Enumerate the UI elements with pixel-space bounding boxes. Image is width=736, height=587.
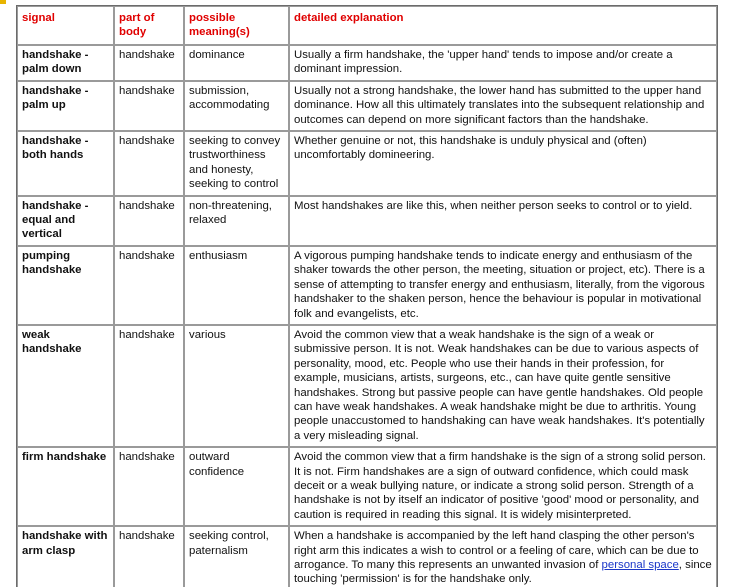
- corner-mark: [0, 0, 6, 4]
- explanation-cell: Avoid the common view that a weak handshake is the sign of a weak or submissive person. It is not. Weak handshakes can be due to various aspects of personality, mood, etc. People who use their hands in their profession, for example, musicians, artists, surgeons, etc., can have quite gentle sensitive handshakes. Strong but passive people can have gentle handshakes. Old people can have weak handshakes. A weak handshake might be due to arthritis. Young people unaccustomed to handshaking can have weak handshakes. It's potentially a very misleading signal.: [289, 325, 717, 447]
- part-cell: handshake: [114, 196, 184, 246]
- header-part-of-body: part of body: [114, 6, 184, 45]
- table-row: [17, 325, 717, 447]
- table-row: [17, 246, 717, 325]
- part-cell: handshake: [114, 246, 184, 325]
- header-signal: signal: [17, 6, 114, 45]
- personal-space-link[interactable]: personal space: [601, 559, 679, 571]
- header-detailed-explanation: detailed explanation: [289, 6, 717, 45]
- explanation-cell: A vigorous pumping handshake tends to indicate energy and enthusiasm of the shaker towards the other person, the meeting, situation or project, etc). There is a sense of attempting to transfer energy and enthusiasm, literally, from the vigorous handshaker to the shaken person, hence the behaviour is popular in motivational folk and evangelists, etc.: [289, 246, 717, 325]
- meaning-cell: outward confidence: [184, 447, 289, 526]
- meaning-cell: various: [184, 325, 289, 447]
- explanation-cell: Whether genuine or not, this handshake is unduly physical and (often) uncomfortably domineering.: [289, 131, 717, 196]
- part-cell: handshake: [114, 526, 184, 587]
- explanation-cell: Usually not a strong handshake, the lower hand has submitted to the upper hand dominance. How all this ultimately translates into the subsequent relationship and outcomes can depend on more significant factors than the handshake.: [289, 81, 717, 131]
- signal-cell: handshake - equal and vertical: [17, 196, 114, 246]
- part-cell: handshake: [114, 131, 184, 196]
- explanation-cell: Avoid the common view that a firm handshake is the sign of a strong solid person. It is not. Firm handshakes are a sign of outward confidence, which could mask deceit or a weak bullying nature, or indicate a strong solid person. Strength of a handshake is not by itself an indicator of positive 'good' mood or personality, and caution is required in reading this signal. It is widely misinterpreted.: [289, 447, 717, 526]
- meaning-cell: non-threatening, relaxed: [184, 196, 289, 246]
- part-cell: handshake: [114, 81, 184, 131]
- table-row: [17, 131, 717, 196]
- part-cell: handshake: [114, 325, 184, 447]
- header-row: [17, 6, 717, 45]
- explanation-cell: [289, 526, 717, 587]
- part-cell: handshake: [114, 45, 184, 81]
- table-row: [17, 45, 717, 81]
- signal-cell: handshake - both hands: [17, 131, 114, 196]
- table-row: [17, 447, 717, 526]
- signal-cell: handshake with arm clasp: [17, 526, 114, 587]
- table-row: [17, 526, 717, 587]
- signal-cell: firm handshake: [17, 447, 114, 526]
- explanation-cell: Most handshakes are like this, when neither person seeks to control or to yield.: [289, 196, 717, 246]
- meaning-cell: seeking to convey trustworthiness and honesty, seeking to control: [184, 131, 289, 196]
- explanation-text: When a handshake is accompanied by the left hand clasping the other person's right arm this indicates a wish to control or a feeling of care, which can be due to arrogance. To many this represents an unwanted invasion of: [294, 530, 699, 571]
- header-possible-meanings: possible meaning(s): [184, 6, 289, 45]
- body-language-table: [16, 5, 718, 587]
- explanation-cell: Usually a firm handshake, the 'upper hand' tends to impose and/or create a dominant impression.: [289, 45, 717, 81]
- signal-cell: handshake - palm down: [17, 45, 114, 81]
- table-row: [17, 81, 717, 131]
- explanation-text: , since touching 'permission' is for the handshake only.: [294, 559, 712, 586]
- signal-cell: handshake - palm up: [17, 81, 114, 131]
- table-row: [17, 196, 717, 246]
- signal-cell: pumping handshake: [17, 246, 114, 325]
- meaning-cell: seeking control, paternalism: [184, 526, 289, 587]
- meaning-cell: dominance: [184, 45, 289, 81]
- meaning-cell: enthusiasm: [184, 246, 289, 325]
- meaning-cell: submission, accommodating: [184, 81, 289, 131]
- part-cell: handshake: [114, 447, 184, 526]
- signal-cell: weak handshake: [17, 325, 114, 447]
